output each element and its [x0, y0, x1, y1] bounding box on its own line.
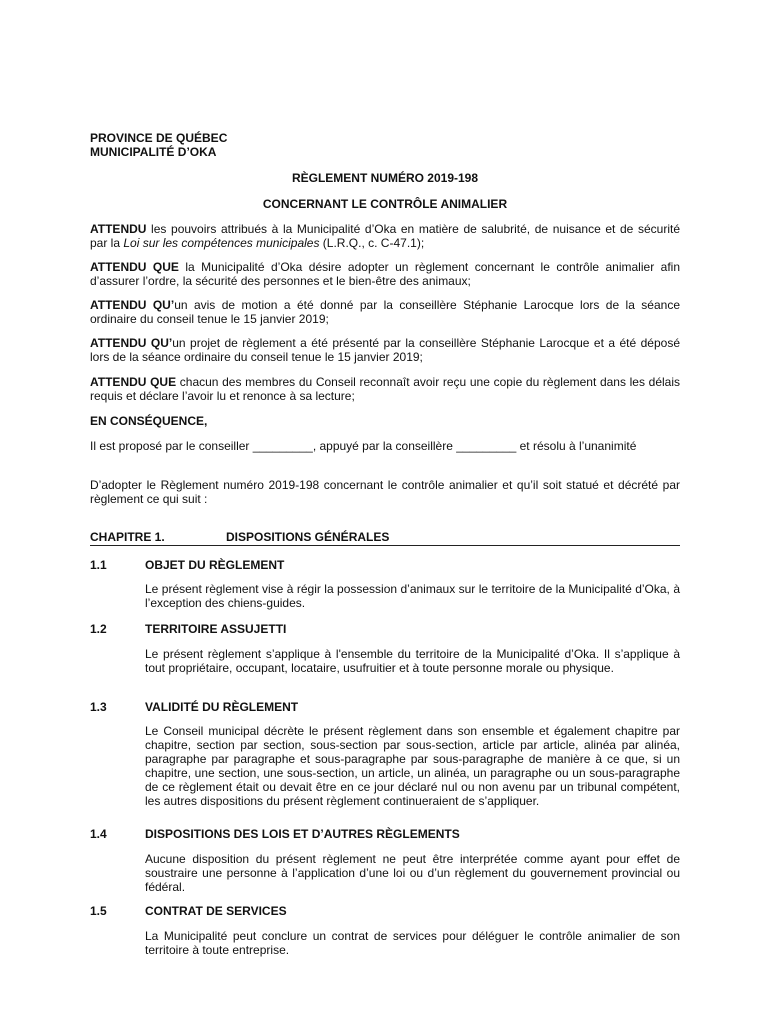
chapter-number: CHAPITRE 1.	[90, 530, 165, 544]
attendu-text: un projet de règlement a été présenté par la conseillère Stéphanie Larocque et a été déposé lors de la séance ordinaire du conseil tenue le 15 janvier 2019;	[90, 336, 680, 364]
section-body: La Municipalité peut conclure un contrat de services pour déléguer le contrôle animalier de son territoire à toute entreprise.	[145, 929, 680, 957]
section-number: 1.2	[90, 622, 107, 636]
section-body: Aucune disposition du présent règlement ne peut être interprétée comme ayant pour effet de soustraire une personne à l’application d’une loi ou d’un règlement du gouvernement provincial ou fédéral.	[145, 852, 680, 894]
section-title: TERRITOIRE ASSUJETTI	[145, 622, 287, 636]
attendu-lead: ATTENDU QU’	[90, 336, 173, 350]
proposal-paragraph: Il est proposé par le conseiller _________, appuyé par la conseillère _________ et résolu à l’unanimité	[90, 439, 637, 453]
section-number: 1.4	[90, 827, 107, 841]
section-number: 1.3	[90, 700, 107, 714]
bylaw-title: RÈGLEMENT NUMÉRO 2019-198	[291, 171, 479, 185]
municipality-label: MUNICIPALITÉ D’OKA	[90, 145, 217, 159]
attendu-lead: ATTENDU QUE	[90, 375, 177, 389]
bylaw-subtitle: CONCERNANT LE CONTRÔLE ANIMALIER	[262, 197, 508, 211]
province-label: PROVINCE DE QUÉBEC	[90, 131, 228, 145]
attendu-text: les pouvoirs attribués à la Municipalité d’Oka en matière de salubrité, de nuisance et de sécurité par la	[90, 222, 680, 250]
section-body: Le présent règlement s’applique à l'ensemble du territoire de la Municipalité d’Oka. Il s’applique à tout propriétaire, occupant, locataire, usufruitier et à toute personne morale ou physique.	[145, 647, 680, 675]
section-number: 1.5	[90, 904, 107, 918]
attendu-text: (L.R.Q., c. C-47.1);	[319, 236, 425, 250]
section-body: Le présent règlement vise à régir la possession d’animaux sur le territoire de la Municipalité d’Oka, à l’exception des chiens-guides.	[145, 582, 680, 610]
attendu-law-title: Loi sur les compétences municipales	[123, 236, 320, 250]
consequence-heading: EN CONSÉQUENCE,	[90, 414, 208, 428]
attendu-paragraph	[90, 336, 680, 364]
attendu-lead: ATTENDU	[90, 222, 147, 236]
section-title: VALIDITÉ DU RÈGLEMENT	[145, 700, 299, 714]
attendu-paragraph	[90, 375, 680, 403]
chapter-heading	[90, 530, 680, 546]
attendu-text: la Municipalité d’Oka désire adopter un règlement concernant le contrôle animalier afin d’assurer l’ordre, la sécurité des personnes et le bien-être des animaux;	[90, 260, 680, 288]
attendu-text: un avis de motion a été donné par la conseillère Stéphanie Larocque lors de la séance ordinaire du conseil tenue le 15 janvier 2019;	[90, 298, 680, 326]
attendu-paragraph	[90, 298, 680, 326]
section-number: 1.1	[90, 558, 107, 572]
section-title: DISPOSITIONS DES LOIS ET D’AUTRES RÈGLEMENTS	[145, 827, 460, 841]
attendu-text: chacun des membres du Conseil reconnaît avoir reçu une copie du règlement dans les délais requis et déclare l’avoir lu et renonce à sa lecture;	[90, 375, 680, 403]
attendu-lead: ATTENDU QU’	[90, 298, 175, 312]
attendu-lead: ATTENDU QUE	[90, 260, 179, 274]
section-title: OBJET DU RÈGLEMENT	[145, 558, 285, 572]
adoption-paragraph: D’adopter le Règlement numéro 2019-198 concernant le contrôle animalier et qu’il soit statué et décrété par règlement ce qui suit :	[90, 478, 680, 506]
section-title: CONTRAT DE SERVICES	[145, 904, 287, 918]
attendu-paragraph	[90, 260, 680, 288]
chapter-title: DISPOSITIONS GÉNÉRALES	[226, 530, 390, 544]
document-header	[90, 131, 227, 159]
section-body: Le Conseil municipal décrète le présent règlement dans son ensemble et également chapitre par chapitre, section par section, sous-section par sous-section, article par article, alinéa par alinéa, paragraphe par paragraphe et sous-paragraphe par sous-paragraphe de manière à ce que, si un chapitre, une section, une sous-section, un article, un alinéa, un paragraphe ou un sous-paragraphe de ce règlement était ou devait être en ce jour déclaré nul ou non avenu par un tribunal compétent, les autres dispositions du présent règlement continueraient de s’appliquer.	[145, 724, 680, 808]
attendu-paragraph	[90, 222, 680, 250]
